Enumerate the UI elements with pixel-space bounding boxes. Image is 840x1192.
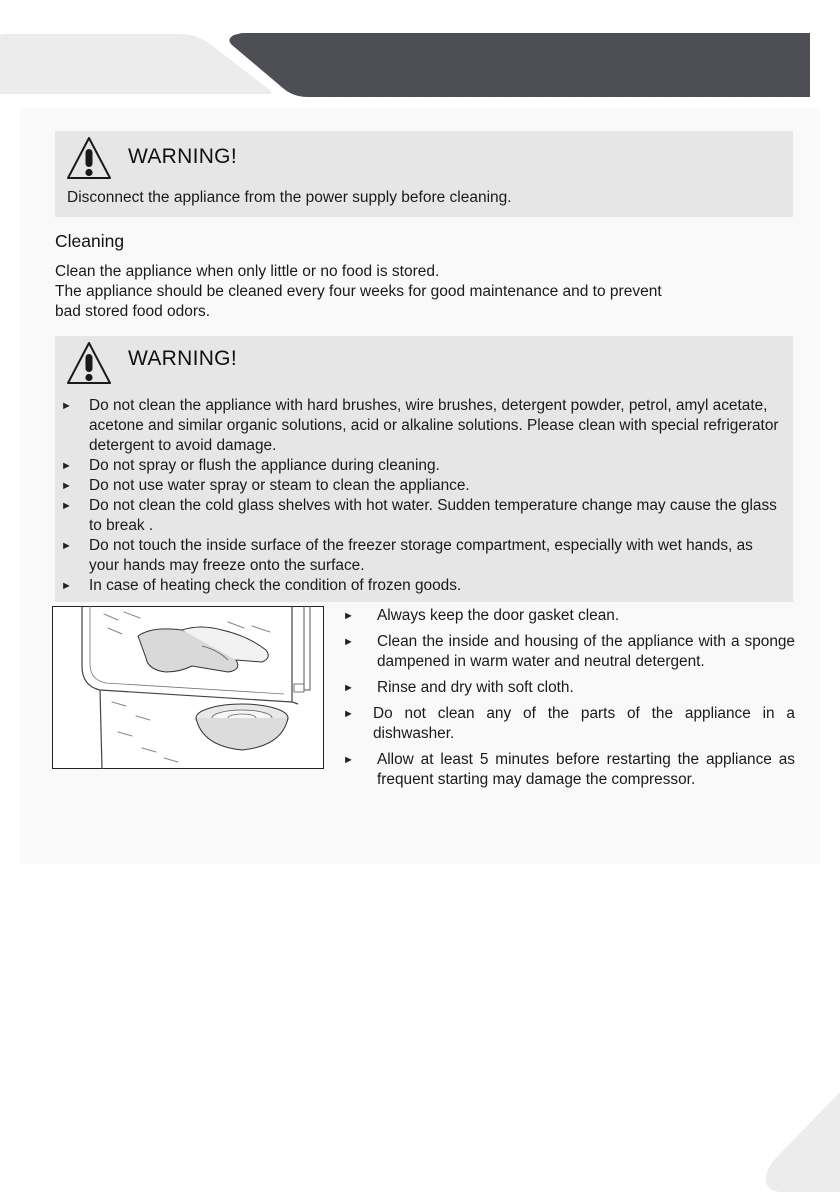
corner-tab bbox=[760, 1090, 840, 1192]
list-item-text: Do not touch the inside surface of the freezer storage compartment, especially with wet hands, as your hands may freeze onto the surface. bbox=[89, 537, 753, 574]
list-item-text: Do not clean the appliance with hard brushes, wire brushes, detergent powder, petrol, amyl acetate, acetone and similar organic solutions, acid or alkaline solutions. Please clean with special refrigerator detergent to avoid damage. bbox=[89, 397, 779, 454]
bullet-arrow-icon: ► bbox=[61, 400, 72, 412]
list-item-text: Do not use water spray or steam to clean the appliance. bbox=[89, 477, 470, 494]
list-item bbox=[343, 750, 795, 790]
intro-line: The appliance should be cleaned every four weeks for good maintenance and to prevent bbox=[55, 283, 662, 300]
bullet-arrow-icon: ► bbox=[61, 580, 72, 592]
list-item-text: Clean the inside and housing of the appliance with a sponge dampened in warm water and neutral detergent. bbox=[377, 633, 795, 670]
list-item bbox=[61, 536, 787, 576]
list-item-text: Always keep the door gasket clean. bbox=[377, 607, 620, 624]
warning-title: WARNING! bbox=[128, 145, 237, 168]
list-item-text: Do not clean any of the parts of the appliance in a dishwasher. bbox=[373, 705, 795, 742]
bullet-arrow-icon: ► bbox=[61, 480, 72, 492]
list-item bbox=[61, 576, 787, 596]
bullet-arrow-icon: ► bbox=[343, 708, 354, 720]
warning-text: Disconnect the appliance from the power supply before cleaning. bbox=[67, 189, 512, 206]
list-item-text: In case of heating check the condition of frozen goods. bbox=[89, 577, 462, 594]
list-item-text: Allow at least 5 minutes before restarting the appliance as frequent starting may damage the compressor. bbox=[377, 751, 795, 788]
warning-box-cleaning bbox=[55, 336, 793, 602]
bullet-arrow-icon: ► bbox=[343, 636, 354, 648]
list-item bbox=[61, 456, 787, 476]
intro-line: bad stored food odors. bbox=[55, 303, 211, 320]
bullet-arrow-icon: ► bbox=[61, 460, 72, 472]
list-item bbox=[343, 632, 795, 672]
list-item-text: Do not spray or flush the appliance during cleaning. bbox=[89, 457, 440, 474]
list-item bbox=[343, 606, 795, 626]
bullet-arrow-icon: ► bbox=[343, 610, 354, 622]
intro-line: Clean the appliance when only little or no food is stored. bbox=[55, 263, 440, 280]
warning-triangle-icon bbox=[65, 135, 113, 181]
list-item bbox=[343, 704, 795, 744]
list-item bbox=[343, 678, 795, 698]
list-item-text: Rinse and dry with soft cloth. bbox=[377, 679, 574, 696]
bullet-arrow-icon: ► bbox=[343, 682, 354, 694]
warning-list bbox=[61, 396, 787, 596]
warning-title: WARNING! bbox=[128, 347, 237, 370]
cleaning-illustration bbox=[52, 606, 324, 769]
warning-triangle-icon bbox=[65, 340, 113, 386]
list-item bbox=[61, 476, 787, 496]
bullet-arrow-icon: ► bbox=[61, 540, 72, 552]
bullet-arrow-icon: ► bbox=[61, 500, 72, 512]
cleaning-intro bbox=[55, 262, 795, 322]
section-title: Cleaning bbox=[55, 231, 125, 251]
warning-box-power bbox=[55, 131, 793, 217]
list-item bbox=[61, 496, 787, 536]
cleaning-tips-list bbox=[343, 606, 795, 796]
header-right-banner bbox=[228, 33, 810, 99]
list-item-text: Do not clean the cold glass shelves with hot water. Sudden temperature change may cause the glass to break . bbox=[89, 497, 777, 534]
list-item bbox=[61, 396, 787, 456]
bullet-arrow-icon: ► bbox=[343, 754, 354, 766]
